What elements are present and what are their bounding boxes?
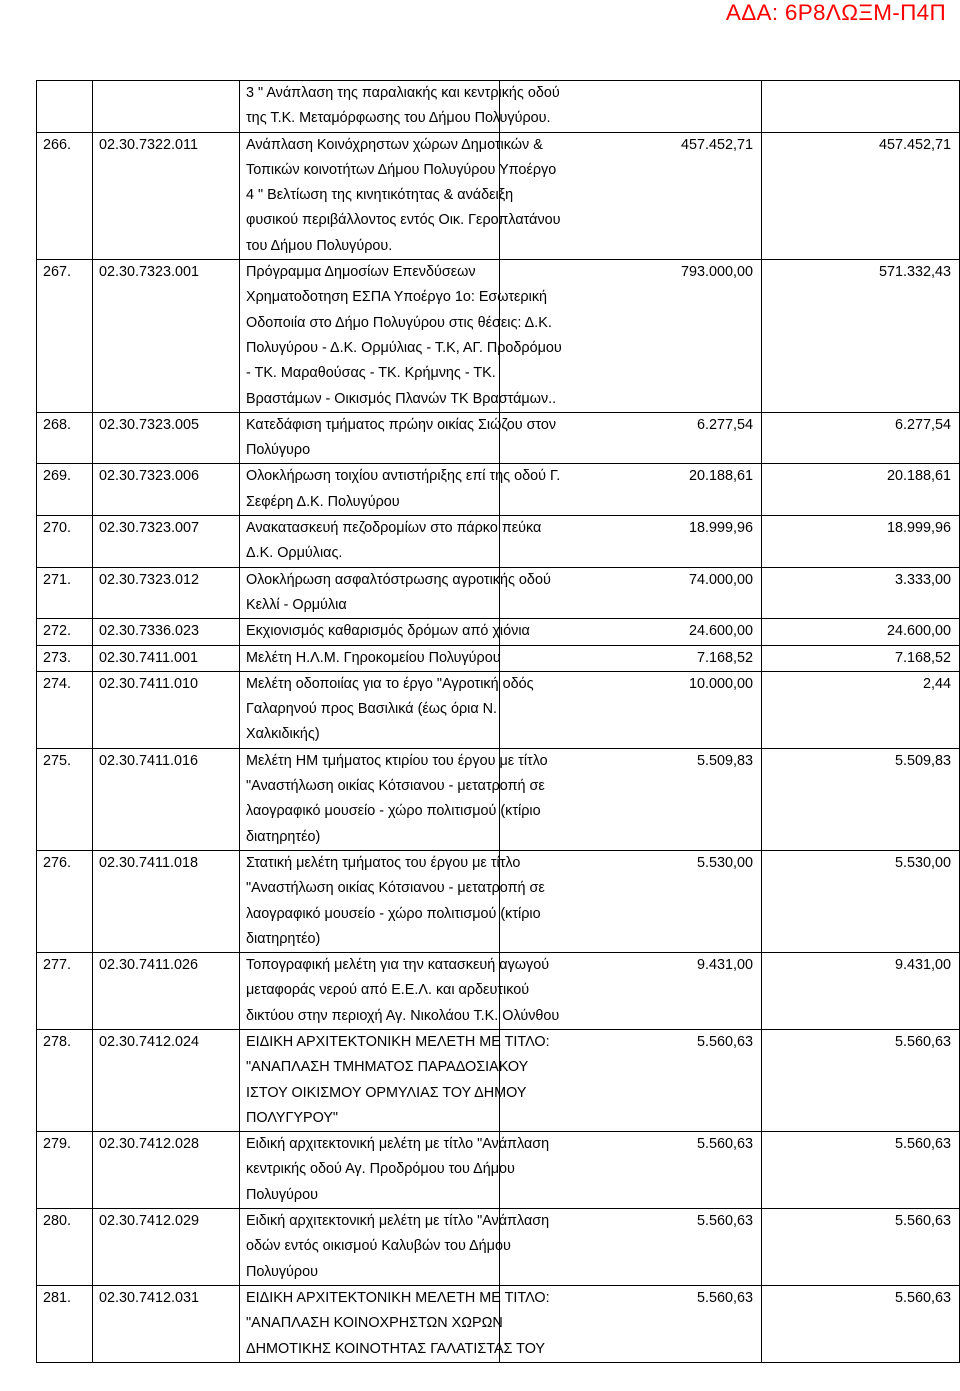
description-line: Ειδική αρχιτεκτονική μελέτη με τίτλο "Ανάπλαση xyxy=(246,1136,550,1153)
row-number-cell: 266. xyxy=(37,132,93,259)
table-row xyxy=(37,748,960,850)
amount-cell: 74.000,00 xyxy=(500,567,762,619)
description-line: λαογραφικό μουσείο - χώρο πολιτισμού (κτίριο xyxy=(246,905,541,922)
table-row xyxy=(37,1132,960,1209)
amount-cell: 9.431,00 xyxy=(762,953,960,1030)
description-line: Πολυγύρου xyxy=(246,1186,318,1203)
table-row xyxy=(37,671,960,748)
description-line: Ανακατασκευή πεζοδρομίων στο πάρκο πεύκα xyxy=(246,520,542,537)
description-line: Μελέτη ΗΜ τμήματος κτιρίου του έργου με τίτλο xyxy=(246,752,548,769)
amount-cell: 5.560,63 xyxy=(500,1029,762,1131)
amount-cell: 5.560,63 xyxy=(762,1209,960,1286)
description-cell xyxy=(240,567,551,619)
table-row xyxy=(37,412,960,464)
description-cell xyxy=(240,1285,550,1362)
description-line: Πολυγύρου xyxy=(246,1263,318,1280)
description-cell xyxy=(240,645,500,671)
row-number-cell: 278. xyxy=(37,1029,93,1131)
amount-cell: 20.188,61 xyxy=(762,464,960,516)
description-line: ΕΙΔΙΚΗ ΑΡΧΙΤΕΚΤΟΝΙΚΗ ΜΕΛΕΤΗ ΜΕ ΤΙΤΛΟ: xyxy=(246,1289,550,1306)
description-line: Χρηματοδοτηση ΕΣΠΑ Υποέργο 1ο: Εσωτερική xyxy=(246,289,548,306)
account-code-cell: 02.30.7412.029 xyxy=(93,1209,240,1286)
table-row xyxy=(37,1029,960,1131)
amount-cell: 5.509,83 xyxy=(762,748,960,850)
description-line: φυσικού περιβάλλοντος εντός Οικ. Γεροπλατάνου xyxy=(246,212,561,229)
description-cell xyxy=(240,132,561,259)
amount-cell: 20.188,61 xyxy=(500,464,762,516)
amount-cell: 18.999,96 xyxy=(762,516,960,568)
account-code-cell: 02.30.7323.006 xyxy=(93,464,240,516)
account-code-cell: 02.30.7412.024 xyxy=(93,1029,240,1131)
row-number-cell: 273. xyxy=(37,645,93,671)
budget-table xyxy=(36,80,960,1363)
description-line: κεντρικής οδού Αγ. Προδρόμου του Δήμου xyxy=(246,1161,515,1178)
row-number-cell: 267. xyxy=(37,260,93,413)
description-cell xyxy=(240,671,534,748)
description-cell xyxy=(240,464,561,516)
account-code-cell: 02.30.7412.031 xyxy=(93,1285,240,1362)
account-code-cell: 02.30.7411.001 xyxy=(93,645,240,671)
description-cell xyxy=(240,260,562,413)
description-line: Δ.Κ. Ορμύλιας. xyxy=(246,545,343,562)
description-line: του Δήμου Πολυγύρου. xyxy=(246,237,393,254)
description-line: Εκχιονισμός καθαρισμός δρόμων από χιόνια xyxy=(246,623,530,640)
account-code-cell: 02.30.7322.011 xyxy=(93,132,240,259)
amount-cell: 24.600,00 xyxy=(500,619,762,645)
table-row xyxy=(37,953,960,1030)
description-line: "Αναστήλωση οικίας Κότσιανου - μετατροπή σε xyxy=(246,880,545,897)
table-row xyxy=(37,619,960,645)
amount-cell: 24.600,00 xyxy=(762,619,960,645)
table-row xyxy=(37,132,960,259)
description-cell xyxy=(240,1132,550,1209)
description-line: Τοπικών κοινοτήτων Δήμου Πολυγύρου Υποέργο xyxy=(246,161,557,178)
description-line: ΠΟΛΥΓΥΡΟΥ" xyxy=(246,1109,339,1126)
description-line: - ΤΚ. Μαραθούσας - ΤΚ. Κρήμνης - ΤΚ. xyxy=(246,365,496,382)
description-cell xyxy=(240,850,545,952)
row-number-cell: 270. xyxy=(37,516,93,568)
description-line: "ΑΝΑΠΛΑΣΗ ΤΜΗΜΑΤΟΣ ΠΑΡΑΔΟΣΙΑΚΟΥ xyxy=(246,1059,529,1076)
description-cell xyxy=(240,953,560,1030)
description-line: Χαλκιδικής) xyxy=(246,726,320,743)
row-number-cell xyxy=(37,81,93,133)
amount-cell: 7.168,52 xyxy=(762,645,960,671)
amount-cell: 7.168,52 xyxy=(500,645,762,671)
description-line: Ειδική αρχιτεκτονική μελέτη με τίτλο "Ανάπλαση xyxy=(246,1213,550,1230)
table-row xyxy=(37,850,960,952)
description-cell xyxy=(240,1209,550,1286)
description-line: Οδοποιία στο Δήμο Πολυγύρου στις θέσεις: Δ.Κ. xyxy=(246,314,552,331)
description-line: Ολοκλήρωση τοιχίου αντιστήριξης επί της οδού Γ. xyxy=(246,468,561,485)
row-number-cell: 277. xyxy=(37,953,93,1030)
table-row xyxy=(37,516,960,568)
description-line: Κελλί - Ορμύλια xyxy=(246,596,347,613)
row-number-cell: 275. xyxy=(37,748,93,850)
amount-cell: 5.560,63 xyxy=(762,1285,960,1362)
amount-cell: 18.999,96 xyxy=(500,516,762,568)
description-line: οδών εντός οικισμού Καλυβών του Δήμου xyxy=(246,1238,511,1255)
account-code-cell: 02.30.7323.012 xyxy=(93,567,240,619)
account-code-cell: 02.30.7336.023 xyxy=(93,619,240,645)
description-cell xyxy=(240,516,542,568)
table-row xyxy=(37,567,960,619)
description-line: Ανάπλαση Κοινόχρηστων χώρων Δημοτικών & xyxy=(246,136,543,153)
description-line: της Τ.Κ. Μεταμόρφωσης του Δήμου Πολυγύρου. xyxy=(246,110,551,127)
description-line: Τοπογραφική μελέτη για την κατασκευή αγωγού xyxy=(246,957,550,974)
amount-cell: 9.431,00 xyxy=(500,953,762,1030)
description-line: μεταφοράς νερού από Ε.Ε.Λ. και αρδευτικού xyxy=(246,982,530,999)
row-number-cell: 279. xyxy=(37,1132,93,1209)
amount-cell: 2,44 xyxy=(762,671,960,748)
ada-document-id: ΑΔΑ: 6Ρ8ΛΩΞΜ-Π4Π xyxy=(725,0,946,25)
account-code-cell: 02.30.7412.028 xyxy=(93,1132,240,1209)
amount-cell: 5.560,63 xyxy=(762,1029,960,1131)
amount-cell: 3.333,00 xyxy=(762,567,960,619)
amount-cell xyxy=(762,81,960,133)
amount-cell: 5.560,63 xyxy=(762,1132,960,1209)
table-row xyxy=(37,464,960,516)
description-line: διατηρητέο) xyxy=(246,828,321,845)
account-code-cell xyxy=(93,81,240,133)
description-line: ΙΣΤΟΥ ΟΙΚΙΣΜΟΥ ΟΡΜΥΛΙΑΣ ΤΟΥ ΔΗΜΟΥ xyxy=(246,1084,527,1101)
account-code-cell: 02.30.7323.001 xyxy=(93,260,240,413)
row-number-cell: 281. xyxy=(37,1285,93,1362)
account-code-cell: 02.30.7411.026 xyxy=(93,953,240,1030)
description-cell xyxy=(240,81,560,133)
amount-cell: 5.530,00 xyxy=(762,850,960,952)
description-line: Σεφέρη Δ.Κ. Πολυγύρου xyxy=(246,493,400,510)
account-code-cell: 02.30.7411.016 xyxy=(93,748,240,850)
description-line: λαογραφικό μουσείο - χώρο πολιτισμού (κτίριο xyxy=(246,803,541,820)
description-line: Ολοκλήρωση ασφαλτόστρωσης αγροτικής οδού xyxy=(246,571,551,588)
description-line: Πολύγυρο xyxy=(246,442,311,459)
description-line: ΔΗΜΟΤΙΚΗΣ ΚΟΙΝΟΤΗΤΑΣ ΓΑΛΑΤΙΣΤΑΣ ΤΟΥ xyxy=(246,1340,546,1357)
table-row xyxy=(37,260,960,413)
amount-cell: 571.332,43 xyxy=(762,260,960,413)
amount-cell: 457.452,71 xyxy=(500,132,762,259)
budget-table-body xyxy=(37,81,960,1363)
amount-cell: 793.000,00 xyxy=(500,260,762,413)
description-line: 4 " Βελτίωση της κινητικότητας & ανάδειξη xyxy=(246,187,514,204)
description-cell xyxy=(240,1029,550,1131)
description-line: Στατική μελέτη τμήματος του έργου με τίτλο xyxy=(246,854,521,871)
description-line: διατηρητέο) xyxy=(246,930,321,947)
description-cell xyxy=(240,619,530,645)
row-number-cell: 269. xyxy=(37,464,93,516)
amount-cell: 5.530,00 xyxy=(500,850,762,952)
row-number-cell: 272. xyxy=(37,619,93,645)
account-code-cell: 02.30.7411.010 xyxy=(93,671,240,748)
row-number-cell: 274. xyxy=(37,671,93,748)
row-number-cell: 268. xyxy=(37,412,93,464)
table-row xyxy=(37,81,960,133)
amount-cell: 5.560,63 xyxy=(500,1132,762,1209)
description-line: Μελέτη οδοποιίας για το έργο "Αγροτική οδός xyxy=(246,675,534,692)
row-number-cell: 280. xyxy=(37,1209,93,1286)
description-line: Πολυγύρου - Δ.Κ. Ορμύλιας - Τ.Κ, ΑΓ. Προδρόμου xyxy=(246,339,562,356)
description-line: Γαλαρηνού προς Βασιλικά (έως όρια Ν. xyxy=(246,701,498,718)
row-number-cell: 271. xyxy=(37,567,93,619)
description-line: Κατεδάφιση τμήματος πρώην οικίας Σιώζου στον xyxy=(246,416,557,433)
description-line: δικτύου στην περιοχή Αγ. Νικολάου Τ.Κ. Ολύνθου xyxy=(246,1007,560,1024)
amount-cell: 5.509,83 xyxy=(500,748,762,850)
table-row xyxy=(37,1209,960,1286)
description-line: Βραστάμων - Οικισμός Πλανών ΤΚ Βραστάμων.. xyxy=(246,390,557,407)
table-row xyxy=(37,1285,960,1362)
description-cell xyxy=(240,412,557,464)
amount-cell: 6.277,54 xyxy=(500,412,762,464)
account-code-cell: 02.30.7323.007 xyxy=(93,516,240,568)
description-cell xyxy=(240,748,548,850)
description-line: Πρόγραμμα Δημοσίων Επενδύσεων xyxy=(246,264,476,281)
description-line: "Αναστήλωση οικίας Κότσιανου - μετατροπή σε xyxy=(246,778,545,795)
table-row xyxy=(37,645,960,671)
account-code-cell: 02.30.7411.018 xyxy=(93,850,240,952)
amount-cell: 10.000,00 xyxy=(500,671,762,748)
amount-cell: 5.560,63 xyxy=(500,1209,762,1286)
description-line: Μελέτη Η.Λ.Μ. Γηροκομείου Πολυγύρου xyxy=(246,649,501,666)
amount-cell: 5.560,63 xyxy=(500,1285,762,1362)
description-line: "ΑΝΑΠΛΑΣΗ ΚΟΙΝΟΧΡΗΣΤΩΝ ΧΩΡΩΝ xyxy=(246,1315,503,1332)
amount-cell: 457.452,71 xyxy=(762,132,960,259)
amount-cell: 6.277,54 xyxy=(762,412,960,464)
description-line: 3 " Ανάπλαση της παραλιακής και κεντρικής οδού xyxy=(246,85,560,101)
row-number-cell: 276. xyxy=(37,850,93,952)
description-line: ΕΙΔΙΚΗ ΑΡΧΙΤΕΚΤΟΝΙΚΗ ΜΕΛΕΤΗ ΜΕ ΤΙΤΛΟ: xyxy=(246,1033,550,1050)
account-code-cell: 02.30.7323.005 xyxy=(93,412,240,464)
